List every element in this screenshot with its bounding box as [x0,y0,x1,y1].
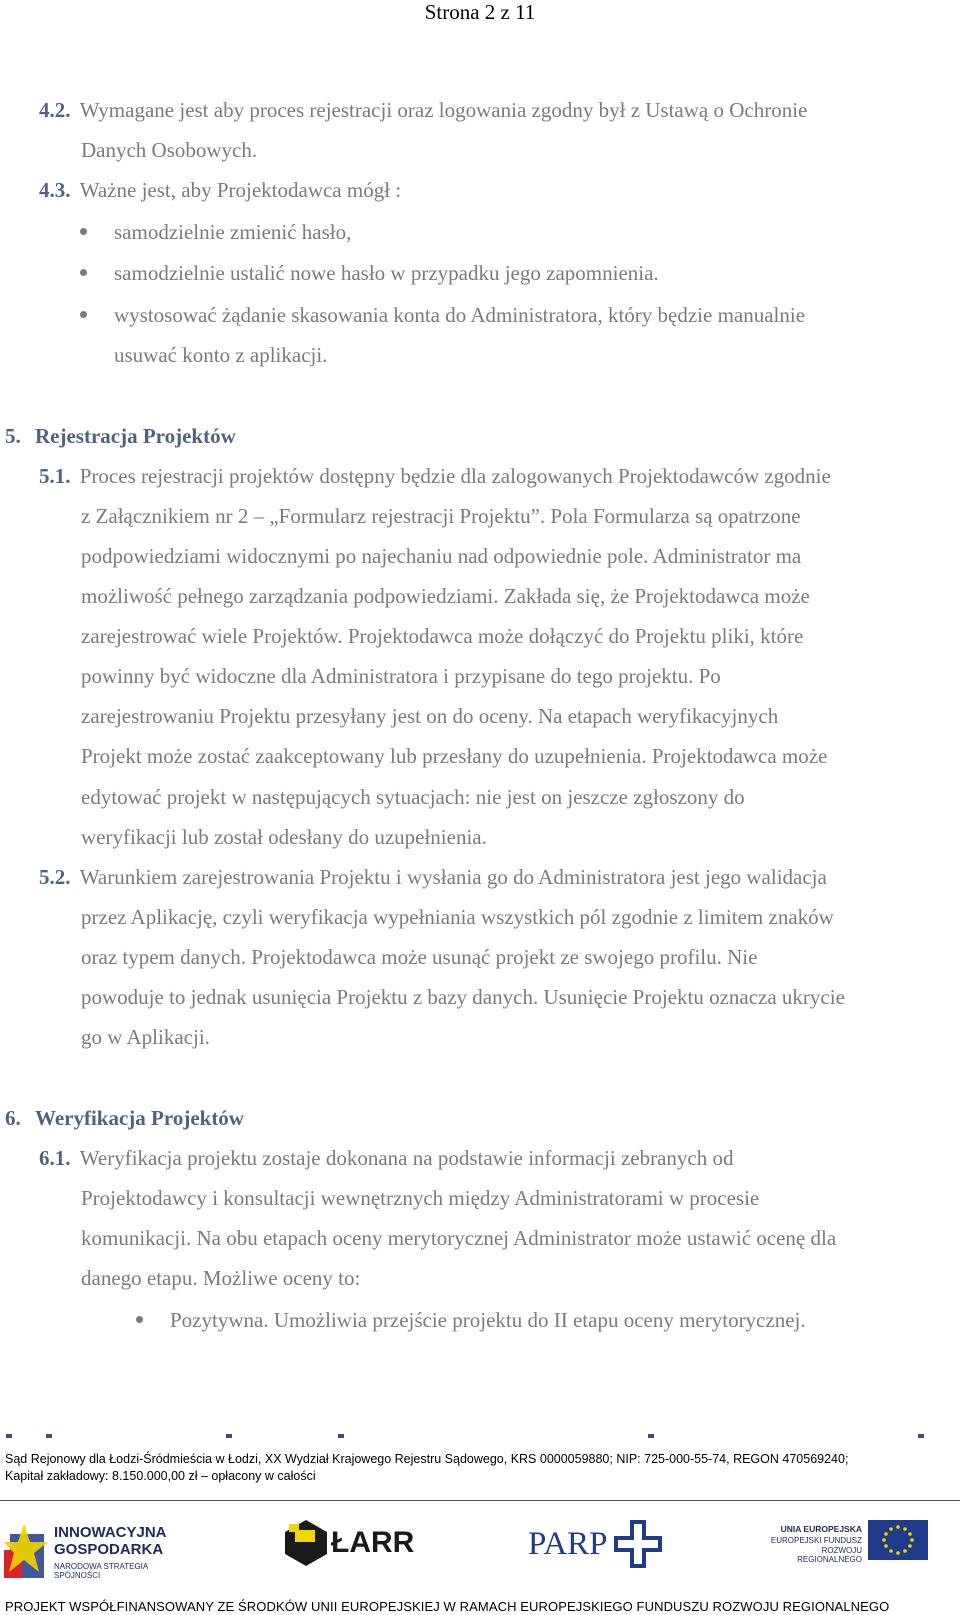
section-4-2 [39,97,807,123]
decorative-dot-row [0,1434,960,1440]
logo-text: INNOWACYJNA [54,1524,167,1541]
star-flag-icon [4,1520,48,1580]
section-number: 6. [5,1106,21,1130]
paragraph-line: powinny być widoczne dla Administratora i przypisane do tego projektu. Po [81,664,721,688]
logo-text: ROZWOJU REGIONALNEGO [797,1546,862,1564]
bullet-item-continuation: usuwać konto z aplikacji. [114,343,328,367]
paragraph-line: weryfikacji lub został odesłany do uzupełnienia. [81,825,487,849]
footer-divider [0,1500,960,1501]
section-number: 5.2. [39,865,71,889]
section-6-1 [39,1145,733,1171]
bullet-icon [136,1316,143,1323]
paragraph-line: możliwość pełnego zarządzania podpowiedziami. Zakłada się, że Projektodawca może [81,584,810,608]
page-number: Strona 2 z 11 [424,0,536,24]
eu-logo [762,1520,958,1576]
bullet-icon [80,269,87,276]
paragraph-line: go w Aplikacji. [81,1025,210,1049]
paragraph-line: Ważne jest, aby Projektodawca mógł : [79,178,402,202]
bullet-item: samodzielnie ustalić nowe hasło w przypadku jego zapomnienia. [114,261,659,285]
section-5-2 [39,864,827,890]
dot-mark [918,1434,924,1438]
paragraph-line: zarejestrować wiele Projektów. Projektodawca może dołączyć do Projektu pliki, które [81,624,804,648]
dot-mark [46,1434,52,1438]
paragraph-line: Danych Osobowych. [81,138,258,162]
paragraph-line: powoduje to jednak usunięcia Projektu z bazy danych. Usunięcie Projektu oznacza ukrycie [81,985,845,1009]
section-title: Rejestracja Projektów [35,424,236,448]
logo-text: EUROPEJSKI FUNDUSZ [770,1536,862,1545]
bullet-item: wystosować żądanie skasowania konta do Administratora, który będzie manualnie [114,303,806,327]
paragraph-line: edytować projekt w następujących sytuacjach: nie jest on jeszcze zgłoszony do [81,785,745,809]
paragraph-line: Warunkiem zarejestrowania Projektu i wysłania go do Administratora jest jego walidacja [79,865,827,889]
paragraph-line: Projektodawcy i konsultacji wewnętrznych między Administratorami w procesie [81,1186,760,1210]
eu-flag-icon [868,1520,928,1560]
company-info-line: Sąd Rejonowy dla Łodzi-Śródmieścia w Łodzi, XX Wydział Krajowego Rejestru Sądowego, KRS 0000059880; NIP: 725-000-55-74, REGON 470569240; [5,1452,849,1466]
bullet-item: samodzielnie zmienić hasło, [114,220,352,244]
bullet-icon [80,228,87,235]
section-number: 4.2. [39,98,71,122]
parp-logo [528,1516,668,1576]
paragraph-line: zarejestrowaniu Projektu przesyłany jest on do oceny. Na etapach weryfikacyjnych [81,704,779,728]
section-6-heading [5,1105,244,1131]
larr-logo [285,1516,435,1576]
dot-mark [338,1434,344,1438]
section-5-1 [39,463,831,489]
paragraph-line: danego etapu. Możliwe oceny to: [81,1266,361,1290]
paragraph-line: przez Aplikację, czyli weryfikacja wypełniania wszystkich pól zgodnie z limitem znaków [81,905,834,929]
larr-emblem-icon [285,1520,327,1566]
innowacyjna-gospodarka-logo [4,1520,194,1582]
logo-text: GOSPODARKA [54,1541,164,1558]
logo-text: ŁARR [331,1526,415,1559]
paragraph-line: Projekt może zostać zaakceptowany lub przesłany do uzupełnienia. Projektodawca może [81,744,828,768]
section-number: 5. [5,424,21,448]
paragraph-line: Proces rejestracji projektów dostępny będzie dla zalogowanych Projektodawców zgodnie [79,464,831,488]
dot-mark [6,1434,12,1438]
section-number: 4.3. [39,178,71,202]
dot-mark [648,1434,654,1438]
parp-emblem-icon [614,1520,662,1568]
company-info-line: Kapitał zakładowy: 8.150.000,00 zł – opłacony w całości [5,1469,316,1483]
bullet-icon [80,311,87,318]
dot-mark [226,1434,232,1438]
paragraph-line: Wymagane jest aby proces rejestracji oraz logowania zgodny był z Ustawą o Ochronie [79,98,808,122]
section-5-heading [5,423,236,449]
cofinancing-banner: PROJEKT WSPÓŁFINANSOWANY ZE ŚRODKÓW UNII EUROPEJSKIEJ W RAMACH EUROPEJSKIEGO FUNDUSZU ROZWOJU REGIONALNEGO [5,1599,890,1614]
paragraph-line: komunikacji. Na obu etapach oceny merytorycznej Administrator może ustawić ocenę dla [81,1226,837,1250]
section-number: 6.1. [39,1146,71,1170]
paragraph-line: z Załącznikiem nr 2 – „Formularz rejestracji Projektu”. Pola Formularza są opatrzone [81,504,801,528]
section-4-3 [39,177,401,203]
logo-text: UNIA EUROPEJSKA [780,1524,862,1534]
paragraph-line: Weryfikacja projektu zostaje dokonana na podstawie informacji zebranych od [79,1146,734,1170]
logo-text: PARP [528,1526,608,1562]
logo-subtext: NARODOWA STRATEGIA SPÓJNOŚCI [54,1562,148,1580]
section-number: 5.1. [39,464,71,488]
bullet-item: Pozytywna. Umożliwia przejście projektu do II etapu oceny merytorycznej. [170,1308,806,1332]
paragraph-line: oraz typem danych. Projektodawca może usunąć projekt ze swojego profilu. Nie [81,945,758,969]
section-title: Weryfikacja Projektów [35,1106,244,1130]
paragraph-line: podpowiedziami widocznymi po najechaniu nad odpowiednie pole. Administrator ma [81,544,802,568]
